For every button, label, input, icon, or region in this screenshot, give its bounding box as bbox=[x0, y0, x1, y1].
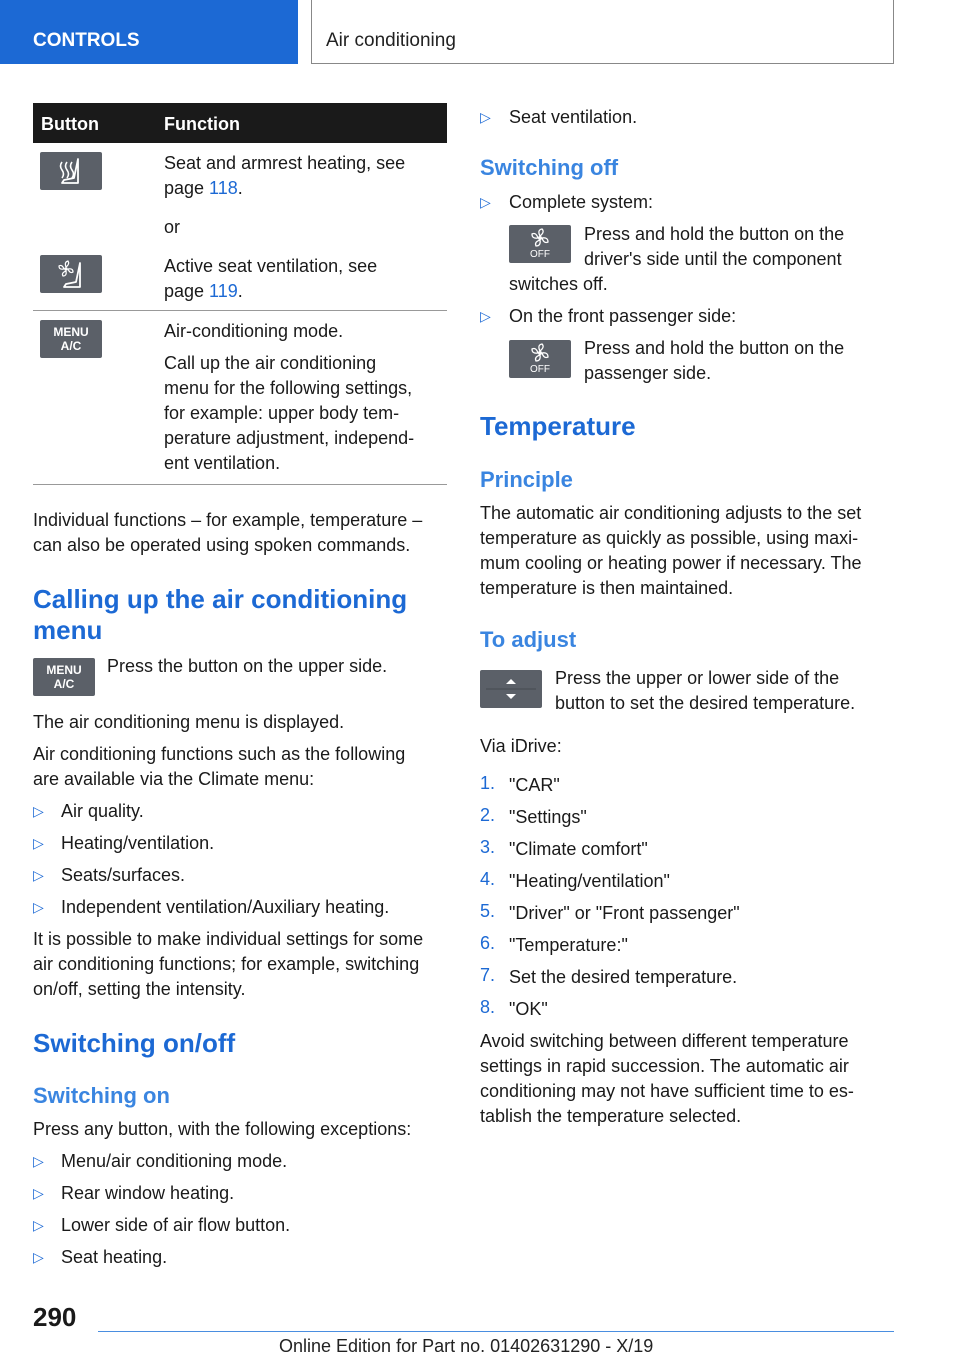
bullet-icon: ▷ bbox=[480, 194, 491, 210]
adjust-heading: To adjust bbox=[480, 627, 577, 652]
bullet-icon: ▷ bbox=[33, 1153, 44, 1169]
list-item: "Temperature:" bbox=[509, 935, 628, 955]
fan-off-icon: OFF bbox=[509, 340, 571, 378]
temperature-heading: Temperature bbox=[480, 411, 636, 441]
functions-intro: Air conditioning functions such as the following are available via the Climate menu: bbox=[33, 744, 406, 789]
list-item: "Settings" bbox=[509, 807, 587, 827]
complete-system-label: Complete system: bbox=[509, 192, 654, 212]
menu-ac-icon: MENU A/C bbox=[33, 658, 95, 696]
list-item: "Driver" or "Front passenger" bbox=[509, 903, 740, 923]
front-text: Press and hold the button on the passenger side. bbox=[584, 338, 845, 383]
list-item: Seat heating. bbox=[61, 1247, 168, 1267]
adjust-text: Press the upper or lower side of the button to set the desired temperature. bbox=[555, 668, 856, 713]
row1-text: Seat and armrest heating, see page 118. bbox=[164, 153, 406, 198]
list-item: Rear window heating. bbox=[61, 1183, 235, 1203]
bullet-icon: ▷ bbox=[480, 308, 491, 324]
seat-ventilation-icon bbox=[40, 255, 102, 293]
list-item: Independent ventilation/Auxiliary heating. bbox=[61, 897, 390, 917]
intro-paragraph: Individual functions – for example, temperature – can also be operated using spoken commands. bbox=[33, 510, 423, 555]
table-divider bbox=[33, 310, 447, 311]
table-header-button: Button bbox=[41, 114, 99, 134]
menu-ac-icon: MENU A/C bbox=[40, 320, 102, 358]
list-item: "OK" bbox=[509, 999, 548, 1019]
onoff-heading: Switching on/off bbox=[33, 1028, 236, 1058]
principle-text: The automatic air conditioning adjusts to the set temperature as quickly as possible, using maxi- mum cooling or heating power if necessary. The temperature is then maintained. bbox=[480, 503, 862, 598]
row2-text: Active seat ventilation, see page 119. bbox=[164, 256, 378, 301]
on-text: Press any button, with the following exceptions: bbox=[33, 1119, 412, 1139]
list-item: Seats/surfaces. bbox=[61, 865, 186, 885]
list-item: Set the desired temperature. bbox=[509, 967, 738, 987]
list-item: Heating/ventilation. bbox=[61, 833, 215, 853]
bullet-icon: ▷ bbox=[33, 803, 44, 819]
chapter-title: Air conditioning bbox=[326, 30, 456, 51]
table-header bbox=[33, 103, 447, 143]
avoid-text: Avoid switching between different temperature settings in rapid succession. The automatic air conditioning may not have sufficient time to es- tablish the temperature selected. bbox=[480, 1031, 854, 1126]
chapter-tab bbox=[311, 0, 894, 64]
on-heading: Switching on bbox=[33, 1083, 170, 1108]
front-passenger-label: On the front passenger side: bbox=[509, 306, 737, 326]
footer-rule bbox=[98, 1331, 894, 1332]
section-title: CONTROLS bbox=[33, 30, 140, 51]
bullet-icon: ▷ bbox=[33, 1217, 44, 1233]
section-tab bbox=[0, 0, 298, 64]
settings-note: It is possible to make individual settings for some air conditioning functions; for example, switching on/off, setting the intensity. bbox=[33, 929, 424, 999]
table-header-function: Function bbox=[164, 114, 240, 134]
list-item: "Climate comfort" bbox=[509, 839, 648, 859]
bullet-icon: ▷ bbox=[33, 1185, 44, 1201]
principle-heading: Principle bbox=[480, 467, 573, 492]
edition-text: Online Edition for Part no. 01402631290 - X/19 bbox=[279, 1336, 654, 1356]
page-number: 290 bbox=[33, 1302, 77, 1332]
list-item: "Heating/ventilation" bbox=[509, 871, 670, 891]
menu-displayed-text: The air conditioning menu is displayed. bbox=[33, 712, 345, 732]
bullet-icon: ▷ bbox=[33, 835, 44, 851]
complete-text-b: switches off. bbox=[509, 274, 608, 294]
calling-heading: Calling up the air conditioning menu bbox=[33, 584, 408, 645]
row3-text: Air-conditioning mode. Call up the air conditioning menu for the following settings, for example: upper body tem- perature adjustment, independ- ent ventilation. bbox=[164, 321, 415, 473]
table-bottom-rule bbox=[33, 484, 447, 485]
bullet-icon: ▷ bbox=[33, 899, 44, 915]
bullet-icon: ▷ bbox=[33, 867, 44, 883]
bullet-icon: ▷ bbox=[33, 1249, 44, 1265]
page-link-119[interactable]: 119 bbox=[209, 281, 238, 301]
via-idrive: Via iDrive: bbox=[480, 736, 562, 756]
row1-or: or bbox=[164, 217, 181, 237]
bullet-icon: ▷ bbox=[480, 109, 491, 125]
list-item: Lower side of air flow button. bbox=[61, 1215, 291, 1235]
list-item: "CAR" bbox=[509, 775, 560, 795]
list-item: Seat ventilation. bbox=[509, 107, 638, 127]
calling-press-text: Press the button on the upper side. bbox=[107, 656, 388, 676]
list-item: Menu/air conditioning mode. bbox=[61, 1151, 288, 1171]
page-link-118[interactable]: 118 bbox=[209, 178, 238, 198]
list-item: Air quality. bbox=[61, 801, 144, 821]
temperature-up-down-icon bbox=[480, 670, 542, 708]
seat-heating-icon bbox=[40, 152, 102, 190]
off-heading: Switching off bbox=[480, 155, 619, 180]
fan-off-icon: OFF bbox=[509, 225, 571, 263]
complete-text-a: Press and hold the button on the driver's side until the component bbox=[584, 224, 845, 269]
